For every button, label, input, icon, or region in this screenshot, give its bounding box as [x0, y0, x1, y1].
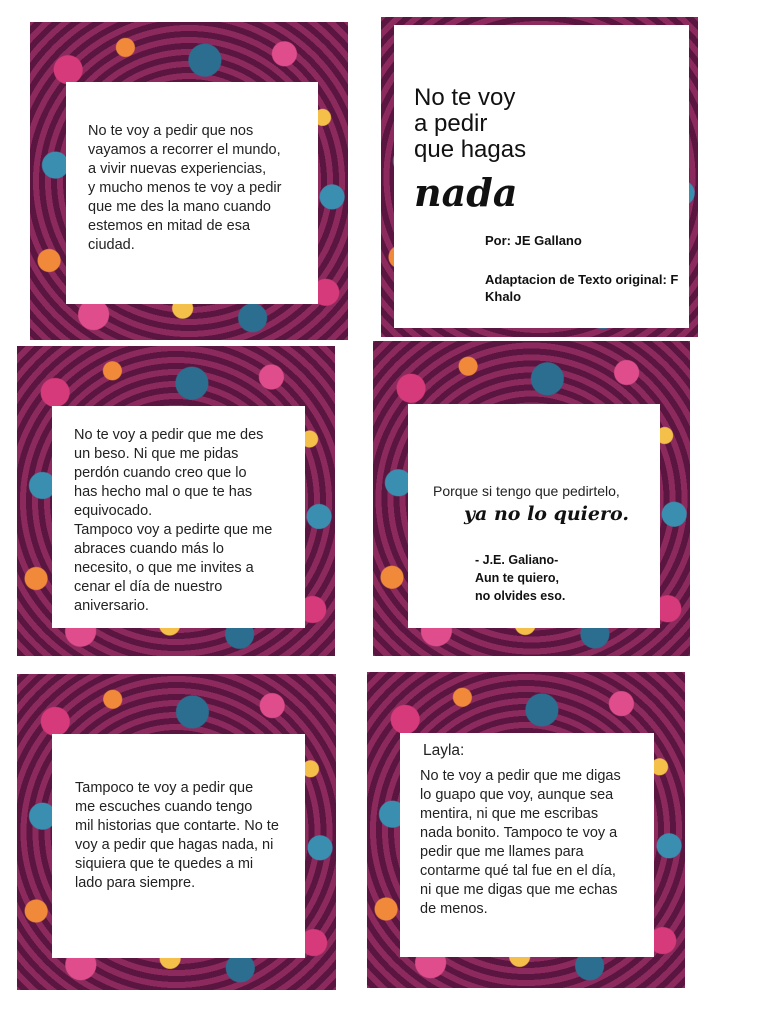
- card-1-panel: [66, 82, 318, 304]
- card-6-panel: [400, 733, 654, 957]
- card-2-author: Por: JE Gallano: [485, 233, 582, 248]
- card-4-signature: - J.E. Galiano- Aun te quiero, no olvides eso.: [475, 553, 566, 603]
- card-5-panel: [52, 734, 305, 958]
- card-5: [17, 674, 336, 990]
- card-2-title: No te voy a pedir que hagas: [414, 84, 527, 163]
- card-6-text: No te voy a pedir que me digas lo guapo que voy, aunque sea mentira, ni que me escribas nada bonito. Tampoco te voy a pedir que me llames para contarme qué tal fue en el día, ni que me digas que me echas de menos.: [420, 768, 621, 917]
- card-2-panel: [394, 25, 689, 328]
- card-3: [17, 346, 335, 656]
- card-4-panel: [408, 404, 660, 628]
- card-4-line1: Porque si tengo que pedirtelo,: [433, 483, 620, 499]
- card-3-panel: [52, 406, 305, 628]
- card-5-text: Tampoco te voy a pedir que me escuches cuando tengo mil historias que contarte. No te voy a pedir que hagas nada, ni siquiera que te quedes a mi lado para siempre.: [75, 780, 279, 891]
- card-1: [30, 22, 348, 340]
- card-2: [381, 17, 698, 337]
- card-6: [367, 672, 685, 988]
- card-3-text: No te voy a pedir que me des un beso. Ni que me pidas perdón cuando creo que lo has hecho mal o que te has equivocado. Tampoco voy a pedirte que me abraces cuando más lo necesito, o que me invites a cenar el día de nuestro aniversario.: [74, 427, 273, 614]
- card-4: [373, 341, 690, 656]
- card-2-title-big: nada: [414, 170, 518, 215]
- card-6-name: Layla:: [423, 742, 465, 759]
- card-1-text: No te voy a pedir que nos vayamos a recorrer el mundo, a vivir nuevas experiencias, y mucho menos te voy a pedir que me des la mano cuando estemos en mitad de esa ciudad.: [88, 123, 282, 253]
- card-2-adaptation: Adaptacion de Texto original: F Khalo: [485, 272, 679, 304]
- card-4-line2: ya no lo quiero.: [464, 503, 629, 525]
